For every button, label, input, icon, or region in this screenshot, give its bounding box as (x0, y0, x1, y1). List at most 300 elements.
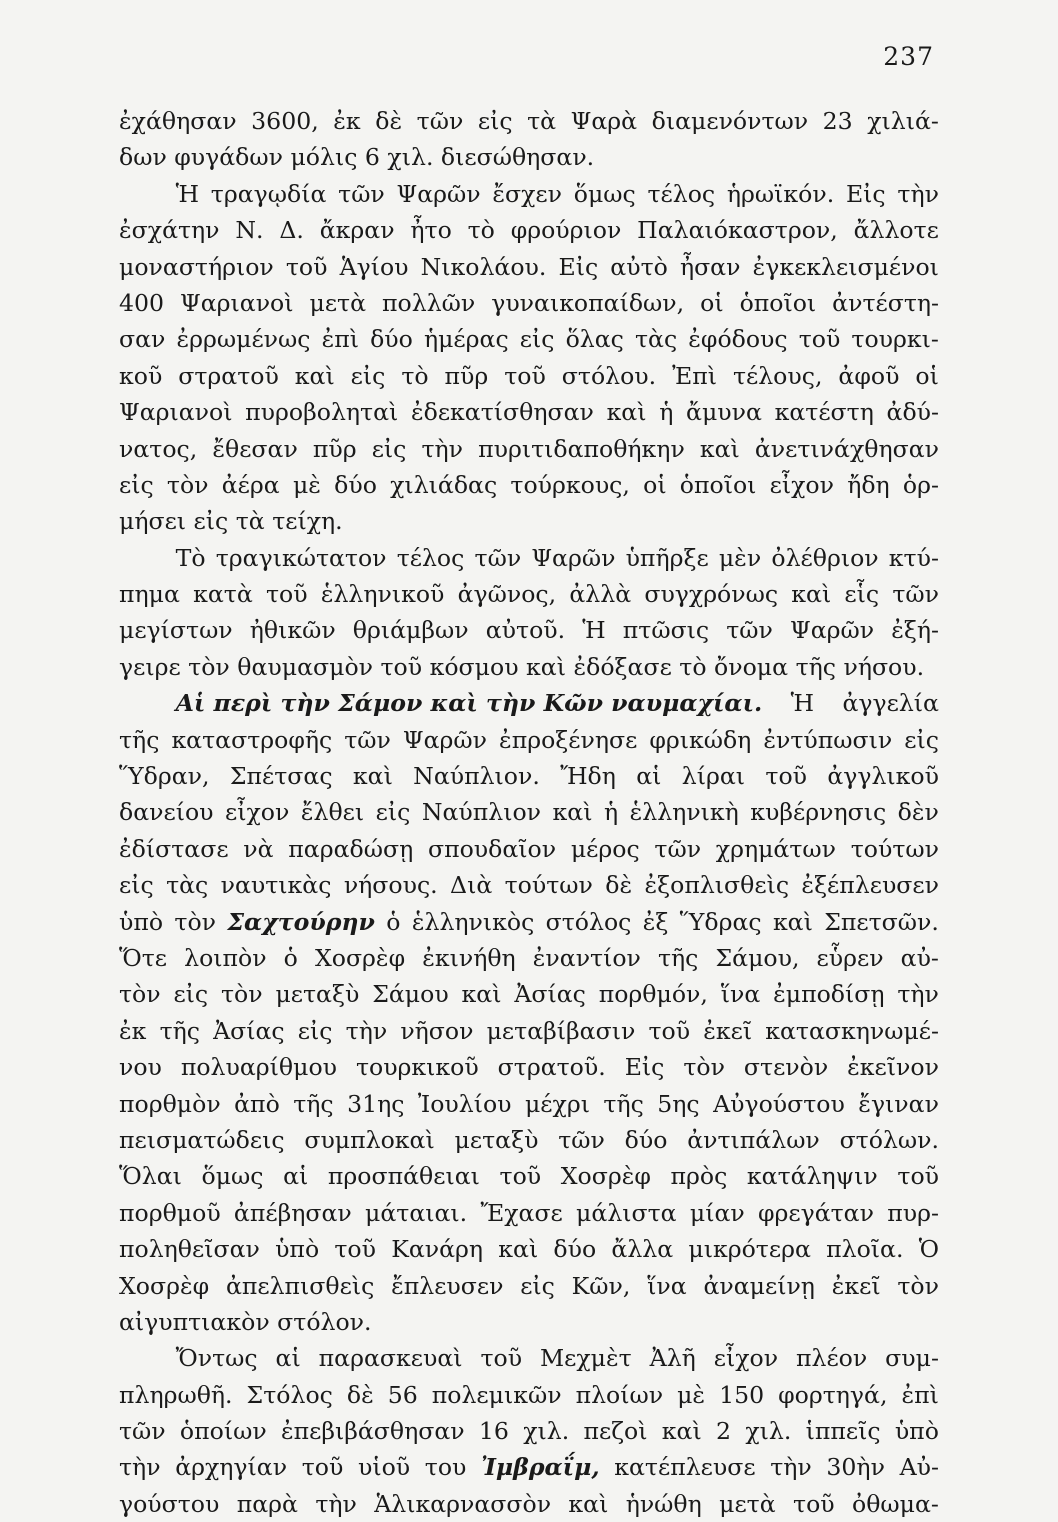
word: κατασκηνωμέ- (765, 1016, 939, 1045)
text-line (119, 467, 939, 503)
word: νατος, (119, 434, 198, 463)
word: υἱοῦ (357, 1453, 411, 1482)
word: μάταιαι. (365, 1198, 468, 1227)
word: Παλαιόκαστρον, (637, 216, 838, 245)
word: τοῦ (897, 1162, 939, 1191)
word: εἰς (477, 107, 513, 135)
word: τοῦ (793, 1489, 835, 1518)
text-line (119, 1122, 939, 1158)
text-line (119, 576, 939, 612)
word: μικρότερα (688, 1235, 811, 1264)
word: τῆς (159, 1016, 200, 1045)
word: τῶν (558, 1125, 605, 1154)
word: τῆς (293, 1089, 334, 1118)
word: δὲ (375, 107, 403, 135)
word: δύο (624, 1125, 668, 1154)
word: τῶν (119, 1417, 166, 1446)
word: πυριτιδαποθήκην (478, 434, 685, 463)
word: ἐκινήθη (422, 943, 516, 972)
word: Χοσρὲφ (560, 1162, 651, 1191)
word: ἐπὶ (901, 1380, 939, 1409)
word: ἡμέρας (423, 325, 509, 354)
text-line (119, 139, 939, 175)
word: ἀπελπισθεὶς (225, 1271, 375, 1300)
word: τούτων (850, 834, 939, 863)
word: μεταξὺ (275, 980, 360, 1009)
word: τῶν (474, 543, 522, 572)
word: ἔπλευσεν (391, 1271, 504, 1300)
word: Ψαρῶν (531, 543, 616, 572)
word: καὶ (552, 798, 593, 827)
word: ἀρχηγίαν (175, 1453, 288, 1482)
word: ἀδύ- (886, 398, 939, 427)
word: σπουδαῖον (427, 834, 557, 863)
word: ἐδεκατίσθησαν (410, 398, 594, 427)
word: ἐντύπωσιν (763, 725, 893, 754)
word: τὸν (683, 1053, 725, 1082)
word: ἀνετινάχθησαν (754, 434, 939, 463)
word: Κῶν, (571, 1271, 631, 1300)
word: τουρκι- (851, 325, 939, 354)
word: διαμενόντων (651, 107, 809, 135)
word: εἶχον (769, 470, 834, 499)
word: κατὰ (193, 580, 253, 609)
text-line (119, 1304, 939, 1340)
word: κατέπλευσε (614, 1453, 756, 1482)
word: τὸν (221, 980, 263, 1009)
word: δύο (553, 1235, 597, 1264)
word: παρὰ (236, 1489, 298, 1518)
word: ἐγκεκλεισμένοι (752, 252, 939, 281)
word: Αὐ- (899, 1453, 939, 1482)
word: ἀγγελία (842, 689, 939, 718)
text-line (119, 1195, 939, 1231)
text-line (119, 1231, 939, 1267)
word: μοναστήριον (119, 252, 274, 281)
word: τὴν (315, 1489, 357, 1518)
word: 31ης (347, 1089, 405, 1118)
text-line (119, 503, 939, 539)
word: εἰς (119, 470, 154, 499)
word: σαν (119, 325, 166, 354)
word: φρούριον (510, 216, 622, 245)
word: Ναύπλιον (421, 798, 542, 827)
word: 23 (822, 107, 853, 135)
word: ὁποῖοι (679, 470, 757, 499)
word: μὲ (292, 470, 321, 499)
word: τὴν (897, 980, 939, 1009)
word: τῶν (892, 580, 939, 609)
word: Εἰς (624, 1053, 665, 1082)
word: Ἤδη (560, 762, 616, 791)
word: Ναύπλιον. (413, 762, 540, 791)
word: συγχρόνως (644, 580, 779, 609)
word: ὁρ- (902, 470, 939, 499)
word: πυρ- (887, 1198, 939, 1227)
word: εἰς (904, 725, 939, 754)
word: μεταβίβασιν (486, 1016, 636, 1045)
word: δὲ (605, 871, 633, 900)
word: τὴν (421, 434, 464, 463)
word: ἄκραν (319, 216, 395, 245)
word: Εἰς (845, 179, 886, 208)
text-line (119, 940, 939, 976)
word: Δ. (279, 216, 304, 245)
word: ἐναντίον (532, 943, 641, 972)
word: ἄλλοτε (853, 216, 939, 245)
word: πολλῶν (382, 288, 476, 317)
word: νου (119, 1053, 162, 1082)
word: Ἀλῆ (649, 1344, 696, 1373)
word: Ψαριανοὶ (180, 288, 294, 317)
text-line (119, 358, 939, 394)
word: Χοσρὲφ (119, 1271, 210, 1300)
word: τοῦ (301, 1453, 344, 1482)
text-line (119, 212, 939, 248)
word: ἑλληνικὸς (411, 907, 535, 936)
word: ὀθωμα- (852, 1489, 939, 1518)
text-line (119, 649, 939, 685)
word: πλέον (796, 1344, 868, 1373)
word: τὴν (345, 1016, 388, 1045)
word: ὁ (386, 907, 401, 936)
word: δὲν (897, 798, 939, 827)
word: ὁποίων (179, 1417, 267, 1446)
word: αἱ (275, 1344, 301, 1373)
text-line (119, 285, 939, 321)
word: τὰς (634, 325, 678, 354)
word: μεταξὺ (454, 1125, 539, 1154)
word: δύο (370, 325, 413, 354)
word: ἀλλὰ (569, 580, 632, 609)
text-line (119, 831, 939, 867)
word: τοῦ (499, 1162, 542, 1191)
word: ἐδίστασε (119, 834, 229, 863)
word: εὗρεν (816, 943, 884, 972)
word: 3600, (251, 107, 319, 135)
word: Ἰουλίου (417, 1089, 512, 1118)
word: εἰς (520, 1271, 555, 1300)
word: τέλους, (732, 361, 823, 390)
word: ἑλληνικὴ (629, 798, 739, 827)
word: πλοῖα. (826, 1235, 904, 1264)
line-text: αἰγυπτιακὸν στόλον. (119, 1307, 372, 1336)
text-line (119, 1086, 939, 1122)
word: θριάμβων (352, 616, 469, 645)
word: τὴν (897, 179, 939, 208)
word: Χοσρὲφ (314, 943, 406, 972)
text-line (119, 904, 939, 940)
word: εἶχον (713, 1344, 779, 1373)
word: Ψαριανοὶ (119, 398, 233, 427)
word: προσπάθειαι (327, 1162, 480, 1191)
word: καὶ (791, 580, 832, 609)
word: χιλ. (523, 1417, 570, 1446)
word: ὅμως (573, 179, 636, 208)
word: νὰ (243, 834, 274, 863)
word: ἔγιναν (858, 1089, 939, 1118)
word: καὶ (661, 1417, 702, 1446)
word: στόλου. (561, 361, 657, 390)
word: πληρωθῆ. (119, 1380, 233, 1409)
word: στρατοῦ (178, 361, 279, 390)
word: πῦρ (444, 361, 489, 390)
word: δὲ (346, 1380, 374, 1409)
word: εἰς (173, 980, 209, 1009)
word: Ὄντως (175, 1344, 258, 1373)
word: Μεχμὲτ (539, 1344, 632, 1373)
word: ἠθικῶν (249, 616, 336, 645)
word: 150 (719, 1380, 765, 1409)
word: ἀγῶνος, (457, 580, 557, 609)
word: ἐξ (642, 907, 669, 936)
word: Στόλος (246, 1380, 333, 1409)
word: τὰ (527, 107, 557, 135)
word: ἔσχεν (492, 179, 562, 208)
word: ἀφοῦ (838, 361, 900, 390)
line-text: γειρε τὸν θαυμασμὸν τοῦ κόσμου καὶ ἐδόξασε τὸ ὄνομα τῆς νήσου. (119, 652, 925, 681)
word: αὐτὸ (610, 252, 668, 281)
word: ἦτο (410, 216, 452, 245)
word: ἐκεῖ (703, 1016, 753, 1045)
word: καὶ (294, 361, 335, 390)
word: Ὁ (918, 1235, 939, 1264)
word: αἱ (283, 1162, 309, 1191)
text-line (119, 540, 939, 576)
word: χιλ. (745, 1417, 792, 1446)
word: ἔθεσαν (212, 434, 298, 463)
word: Νικολάου. (420, 252, 547, 281)
text-line (119, 394, 939, 430)
word: κυβέρνησις (750, 798, 887, 827)
word: ἱππεῖς (805, 1417, 881, 1446)
word: δανείου (119, 798, 214, 827)
word: Ἔχασε (480, 1198, 563, 1227)
word: τῶν (416, 107, 464, 135)
text-line (119, 1013, 939, 1049)
word: τοῦ (798, 325, 841, 354)
word: λίραι (681, 762, 746, 791)
word: στόλων. (839, 1125, 939, 1154)
word: καταστροφῆς (171, 725, 333, 754)
word: φρικώδη (649, 725, 752, 754)
word: ἔλθει (300, 798, 365, 827)
word: του (424, 1453, 467, 1482)
word: συμπλοκαὶ (304, 1125, 435, 1154)
word: παρασκευαὶ (318, 1344, 463, 1373)
word: τουρκικοῦ (355, 1053, 479, 1082)
word: πεζοὶ (583, 1417, 648, 1446)
word: Ὅλαι (119, 1162, 182, 1191)
word: ἄλλα (611, 1235, 674, 1264)
word: ἐσχάτην (119, 216, 220, 245)
word: Ὕδρας (679, 907, 762, 936)
word: τὸν (897, 1271, 939, 1300)
text-line (119, 249, 939, 285)
word: πτῶσις (622, 616, 710, 645)
word: αἱ (636, 762, 662, 791)
word: κοῦ (119, 361, 163, 390)
word: τοῦ (504, 361, 546, 390)
word: ἐκ (333, 107, 361, 135)
text-line (119, 867, 939, 903)
word: ἀπέβησαν (233, 1198, 352, 1227)
word: μάλιστα (576, 1198, 677, 1227)
word: Ψαρῶν (402, 725, 487, 754)
word: ἐκεῖνον (847, 1053, 939, 1082)
word: ὁ (283, 943, 298, 972)
word: πορθμὸν (119, 1089, 221, 1118)
word: ἀπὸ (234, 1089, 280, 1118)
word: ἀέρα (221, 470, 280, 499)
word: ἵνα (720, 980, 761, 1009)
page-number: 237 (883, 42, 934, 71)
word: στόλος (545, 907, 632, 936)
text-line (119, 1449, 939, 1485)
word: τῆς (119, 725, 160, 754)
word: μέρος (570, 834, 640, 863)
word: οἱ (700, 288, 724, 317)
word: γυναικοπαίδων, (491, 288, 685, 317)
word: τῶν (344, 725, 391, 754)
word: χρημάτων (715, 834, 836, 863)
word: νῆσον (400, 1016, 474, 1045)
text-line (119, 321, 939, 357)
word: οἱ (643, 470, 667, 499)
word: τοῦ (648, 1016, 691, 1045)
word: καὶ (498, 1235, 539, 1264)
word: αὐτοῦ. (485, 616, 566, 645)
word: τῶν (654, 834, 702, 863)
word: τὸν (119, 980, 161, 1009)
word: πλοίων (575, 1380, 664, 1409)
word: αὐ- (900, 943, 939, 972)
word: τὸν (166, 470, 209, 499)
word: κατάληψιν (746, 1162, 878, 1191)
word: 400 (119, 288, 165, 317)
word: τῶν (726, 616, 773, 645)
word: ἀναμείνῃ (703, 1271, 815, 1300)
word: τούτων (504, 871, 593, 900)
word: Ν. (235, 216, 264, 245)
word: ἐπεβιβάσθησαν (280, 1417, 465, 1446)
word: εἰς (350, 361, 386, 390)
word: στρατοῦ. (497, 1053, 606, 1082)
word: ἀγγλικοῦ (827, 762, 939, 791)
word: χιλιά- (867, 107, 939, 135)
word: ἀντέστη- (832, 288, 939, 317)
word: τοῦ (334, 1235, 376, 1264)
word: φορτηγά, (778, 1380, 888, 1409)
word: συμ- (885, 1344, 939, 1373)
body-text (119, 103, 939, 1522)
word: πολεμικῶν (431, 1380, 562, 1409)
word: καὶ (461, 980, 502, 1009)
word: τοῦ (285, 252, 328, 281)
line-text: δων φυγάδων μόλις 6 χιλ. διεσώθησαν. (119, 143, 595, 172)
word: εἶχον (225, 798, 290, 827)
word: καὶ (772, 907, 813, 936)
text-line (119, 176, 939, 212)
word: τῆς (603, 1089, 644, 1118)
word: λοιπὸν (184, 943, 267, 972)
word: ὑπῆρξε (625, 543, 709, 572)
word: φρεγάταν (757, 1198, 874, 1227)
line-text: μήσει εἰς τὰ τείχη. (119, 507, 343, 536)
word: ἐξοπλισθεὶς (644, 871, 790, 900)
word: ὑπὸ (275, 1235, 320, 1264)
word: χιλιάδας (390, 470, 498, 499)
text-line (119, 1268, 939, 1304)
word: δύο (334, 470, 377, 499)
word: Ἡ (790, 689, 815, 718)
word: Ψαρῶν (790, 616, 875, 645)
word: μίαν (689, 1198, 745, 1227)
word: ἐκεῖ (831, 1271, 881, 1300)
word: 2 (716, 1417, 732, 1446)
word: Ἐπὶ (672, 361, 717, 390)
word: τοῦ (480, 1344, 523, 1373)
text-line (119, 722, 939, 758)
word: τέλος (647, 179, 716, 208)
word: 30ὴν (826, 1453, 885, 1482)
word: Ὕδραν, (119, 762, 210, 791)
word: Σάμου, (715, 943, 800, 972)
word: ὑπὸ (894, 1417, 939, 1446)
word: ἀντιπάλων (687, 1125, 820, 1154)
word: ἐξέπλευσεν (801, 871, 939, 900)
word: 5ης (657, 1089, 700, 1118)
word: τούρκους, (510, 470, 630, 499)
word: τῶν (338, 179, 385, 208)
word: τὸν (174, 907, 217, 936)
text-line (119, 794, 939, 830)
text-line (119, 612, 939, 648)
word: πρὸς (670, 1162, 728, 1191)
word: γούστου (119, 1489, 220, 1518)
word: ἐπροξένησε (499, 725, 638, 754)
word: ὅμως (201, 1162, 264, 1191)
word: μὲν (718, 543, 762, 572)
text-line (119, 1158, 939, 1194)
word: Ἁγίου (339, 252, 409, 281)
emphasized-text: Αἱ περὶ τὴν Σάμον καὶ τὴν Κῶν ναυμαχίαι. (175, 689, 763, 718)
word: πημα (119, 580, 180, 609)
word: καὶ (606, 398, 647, 427)
word: εἰς (519, 325, 555, 354)
word: ὅλας (565, 325, 624, 354)
word: τοῦ (266, 580, 308, 609)
word: τραγικώτατον (215, 543, 387, 572)
word: τὴν (770, 1453, 812, 1482)
word: Ἀσίας (213, 1016, 285, 1045)
word: 56 (387, 1380, 418, 1409)
text-line (119, 1486, 939, 1522)
word: εἰς (371, 434, 407, 463)
word: ἡνώθη (625, 1489, 702, 1518)
word: μὲ (677, 1380, 706, 1409)
text-line (119, 103, 939, 139)
word: Αὐγούστου (713, 1089, 845, 1118)
word: κατέστη (774, 398, 874, 427)
word: ὑπὸ (119, 907, 164, 936)
emphasized-text: Ἰμβραΐμ, (481, 1453, 600, 1482)
word: Ἡ (582, 616, 606, 645)
word: παραδώσῃ (288, 834, 414, 863)
word: ἵνα (647, 1271, 687, 1300)
text-line (119, 758, 939, 794)
word: ἄμυνα (686, 398, 762, 427)
